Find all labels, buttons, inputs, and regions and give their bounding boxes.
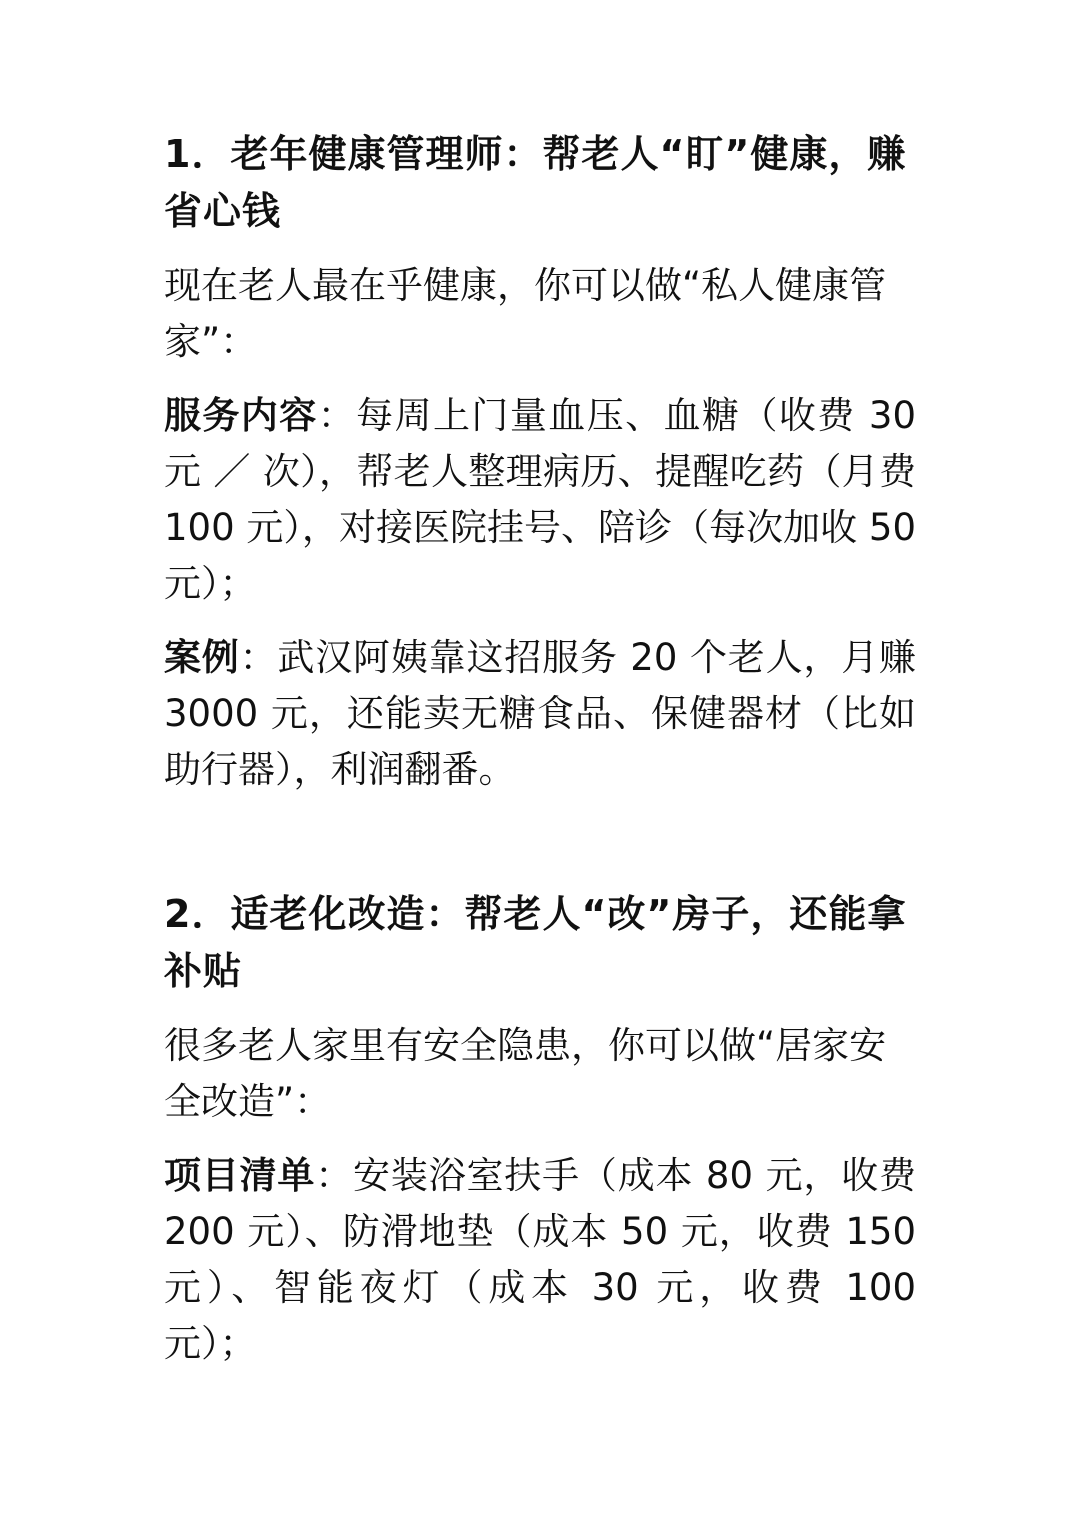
- item-text: ：每周上门量血压、血糖（收费 30 元 ／ 次），帮老人整理病历、提醒吃药（月费 100 元），对接医院挂号、陪诊（每次加收 50 元）；: [164, 394, 916, 605]
- list-item-case: [164, 630, 916, 798]
- item-label: 项目清单: [164, 1154, 316, 1197]
- list-item-project-list: [164, 1148, 916, 1372]
- item-text: ：安装浴室扶手（成本 80 元，收费 200 元）、防滑地垫（成本 50 元，收费 150 元）、智能夜灯（成本 30 元，收费 100 元）；: [164, 1154, 917, 1365]
- item-label: 案例: [164, 636, 240, 679]
- list-item-service-content: [164, 388, 916, 612]
- item-label: 服务内容: [164, 394, 318, 437]
- section-health-manager: [164, 126, 916, 798]
- section-intro: 很多老人家里有安全隐患，你可以做“居家安全改造”：: [164, 1024, 887, 1123]
- document-page: [164, 126, 916, 1390]
- section-heading: 1．老年健康管理师：帮老人“盯”健康，赚省心钱: [164, 132, 907, 233]
- section-home-renovation: [164, 886, 916, 1372]
- section-heading: 2．适老化改造：帮老人“改”房子，还能拿补贴: [164, 892, 907, 993]
- section-intro: 现在老人最在乎健康，你可以做“私人健康管家”：: [164, 264, 887, 363]
- item-text: ：武汉阿姨靠这招服务 20 个老人，月赚 3000 元，还能卖无糖食品、保健器材（比如助行器），利润翻番。: [164, 636, 916, 791]
